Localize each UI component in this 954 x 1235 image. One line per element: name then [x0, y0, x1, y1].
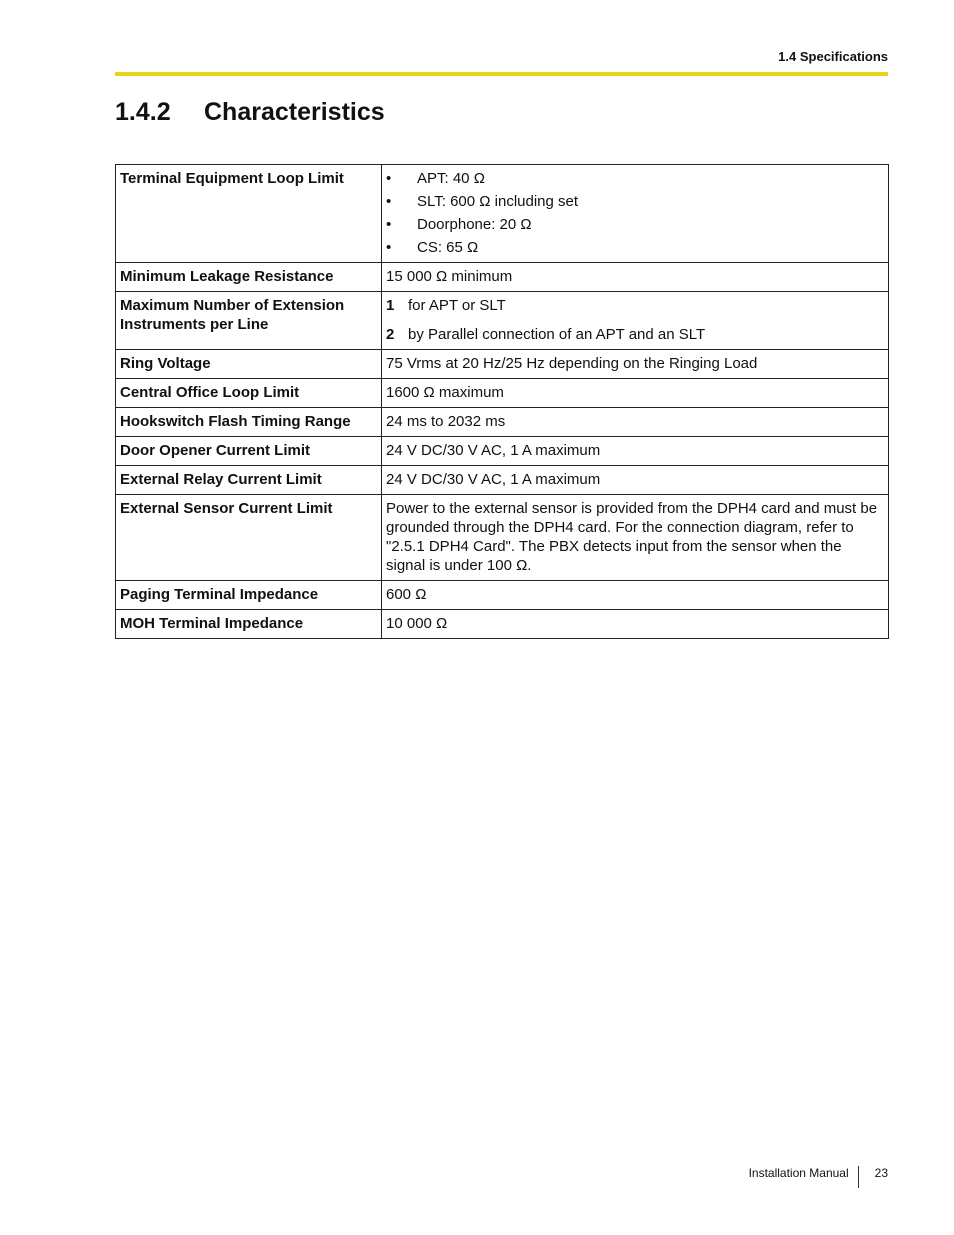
row-value: 24 V DC/30 V AC, 1 A maximum	[382, 466, 889, 495]
row-value: 600 Ω	[382, 581, 889, 610]
row-value: 24 ms to 2032 ms	[382, 408, 889, 437]
running-head: 1.4 Specifications	[778, 49, 888, 64]
row-value: 15 000 Ω minimum	[382, 263, 889, 292]
section-number: 1.4.2	[115, 98, 171, 126]
row-value: 1600 Ω maximum	[382, 379, 889, 408]
header-rule	[115, 72, 888, 76]
row-label: Hookswitch Flash Timing Range	[116, 408, 382, 437]
list-item	[386, 169, 883, 188]
row-label: External Sensor Current Limit	[116, 495, 382, 581]
table-row	[116, 610, 889, 639]
list-item-text: by Parallel connection of an APT and an SLT	[408, 326, 706, 343]
list-item-text: APT: 40 Ω	[417, 170, 485, 187]
list-item	[386, 215, 883, 234]
list-item	[386, 192, 883, 211]
row-label: Paging Terminal Impedance	[116, 581, 382, 610]
page-number: 23	[874, 1166, 888, 1180]
table-row	[116, 263, 889, 292]
bullet-icon: •	[386, 193, 392, 210]
list-item-text: CS: 65 Ω	[417, 239, 479, 256]
section-title-text: Characteristics	[204, 98, 385, 126]
list-item-text: for APT or SLT	[408, 297, 506, 314]
row-label: Maximum Number of Extension Instruments per Line	[116, 292, 382, 350]
row-label: MOH Terminal Impedance	[116, 610, 382, 639]
footer-divider	[858, 1166, 859, 1188]
list-item-number: 2	[386, 326, 395, 343]
table-row	[116, 379, 889, 408]
row-value	[382, 292, 889, 350]
table-row	[116, 408, 889, 437]
row-value: 75 Vrms at 20 Hz/25 Hz depending on the Ringing Load	[382, 350, 889, 379]
section-title	[115, 98, 385, 127]
list-item-number: 1	[386, 297, 395, 314]
list-item-text: SLT: 600 Ω including set	[417, 193, 579, 210]
bullet-icon: •	[386, 170, 392, 187]
row-label: Ring Voltage	[116, 350, 382, 379]
page-footer	[749, 1166, 888, 1188]
table-row	[116, 350, 889, 379]
list-item-text: Doorphone: 20 Ω	[417, 216, 532, 233]
table-row	[116, 165, 889, 263]
bullet-list	[386, 169, 883, 257]
row-label: Minimum Leakage Resistance	[116, 263, 382, 292]
row-value: 24 V DC/30 V AC, 1 A maximum	[382, 437, 889, 466]
row-label: External Relay Current Limit	[116, 466, 382, 495]
table-row	[116, 495, 889, 581]
list-item	[386, 296, 883, 315]
bullet-icon: •	[386, 216, 392, 233]
list-item	[386, 325, 883, 344]
table-row	[116, 581, 889, 610]
footer-manual-title: Installation Manual	[748, 1166, 849, 1180]
table-row	[116, 292, 889, 350]
row-value: Power to the external sensor is provided from the DPH4 card and must be grounded through the DPH4 card. For the connection diagram, refer to "2.5.1 DPH4 Card". The PBX detects input from the sensor when the signal is under 100 Ω.	[382, 495, 889, 581]
row-label: Terminal Equipment Loop Limit	[116, 165, 382, 263]
characteristics-table	[115, 164, 889, 639]
bullet-icon: •	[386, 239, 392, 256]
row-value: 10 000 Ω	[382, 610, 889, 639]
list-item	[386, 238, 883, 257]
row-label: Door Opener Current Limit	[116, 437, 382, 466]
numbered-list	[386, 296, 883, 344]
table-row	[116, 437, 889, 466]
table-row	[116, 466, 889, 495]
row-label: Central Office Loop Limit	[116, 379, 382, 408]
row-value	[382, 165, 889, 263]
